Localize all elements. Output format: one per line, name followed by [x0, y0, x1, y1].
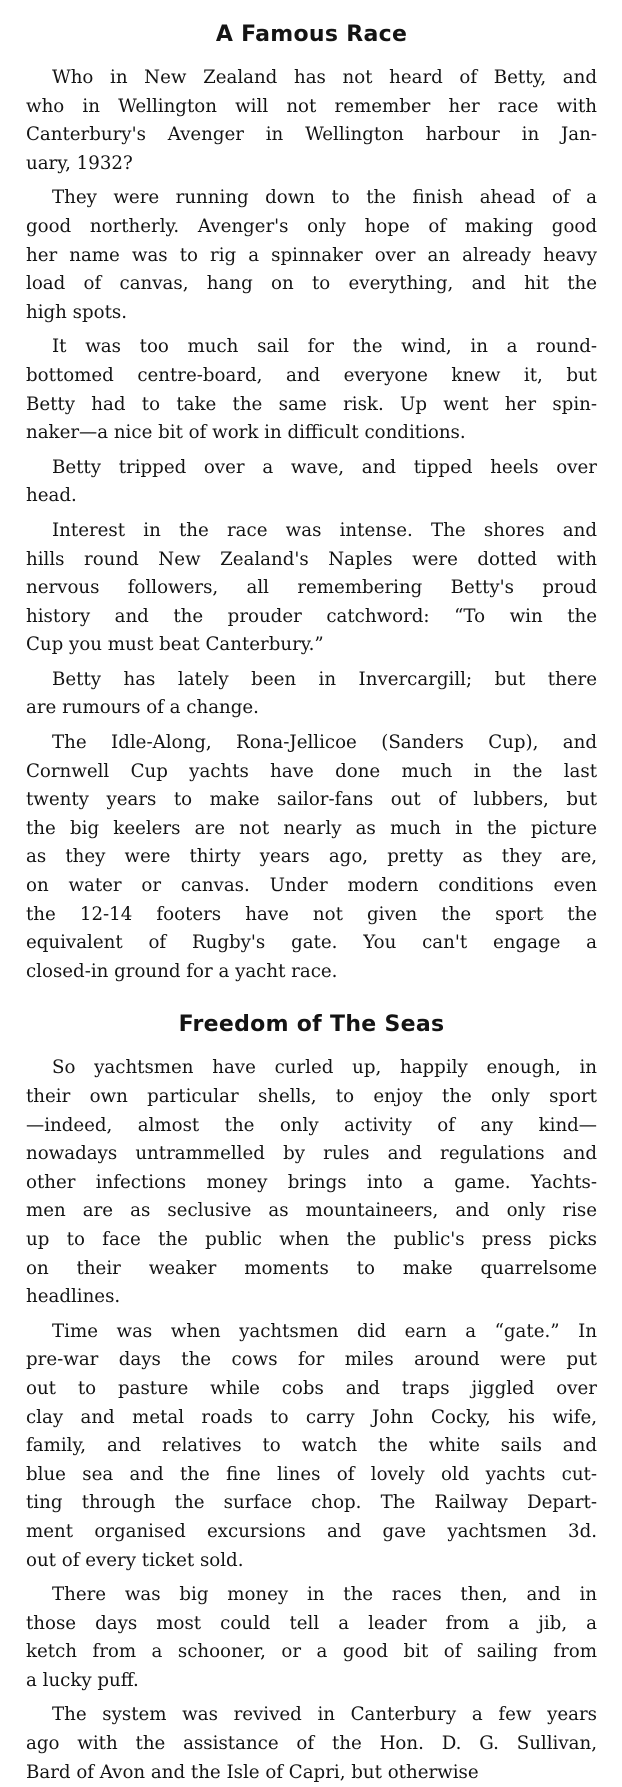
text-line: a lucky puff.: [26, 1669, 139, 1691]
text-line: are rumours of a change.: [26, 697, 259, 719]
text-line: nervous followers, all remembering Betty's proud: [26, 577, 597, 599]
text-line: So yachtsmen have curled up, happily enough, in: [52, 1057, 597, 1079]
text-line: Time was when yachtsmen did earn a “gate.” In: [52, 1320, 597, 1342]
paragraph: [26, 454, 597, 511]
text-line: on water or canvas. Under modern conditions even: [26, 875, 597, 897]
paragraph: [26, 1581, 597, 1695]
text-line: history and the prouder catchword: “To win the: [26, 605, 597, 627]
text-line: They were running down to the finish ahead of a: [52, 187, 597, 209]
text-line: ago with the assistance of the Hon. D. G. Sullivan,: [26, 1733, 597, 1755]
text-line: naker—a nice bit of work in difficult conditions.: [26, 422, 466, 444]
text-line: Canterbury's Avenger in Wellington harbour in Jan-: [26, 124, 597, 146]
text-line: Betty tripped over a wave, and tipped heels over: [52, 456, 597, 478]
text-line: the 12-14 footers have not given the sport the: [26, 903, 597, 925]
text-line: clay and metal roads to carry John Cocky, his wife,: [26, 1406, 597, 1428]
section-body-freedom-of-the-seas: [26, 1054, 597, 1787]
text-line: pre-war days the cows for miles around were put: [26, 1349, 597, 1371]
text-line: equivalent of Rugby's gate. You can't engage a: [26, 932, 597, 954]
text-line: Cornwell Cup yachts have done much in the last: [26, 760, 597, 782]
text-line: those days most could tell a leader from a jib, a: [26, 1612, 597, 1634]
text-line: their own particular shells, to enjoy the only sport: [26, 1086, 597, 1107]
paragraph: [26, 666, 597, 723]
text-line: who in Wellington will not remember her race with: [26, 95, 597, 117]
text-line: The system was revived in Canterbury a few years: [52, 1704, 597, 1726]
text-line: headlines.: [26, 1286, 121, 1308]
text-line: high spots.: [26, 301, 128, 323]
text-line: It was too much sail for the wind, in a round-: [52, 336, 597, 358]
paragraph: [26, 184, 597, 327]
text-line: good northerly. Avenger's only hope of making good: [26, 215, 597, 237]
text-line: hills round New Zealand's Naples were dotted with: [26, 548, 597, 570]
text-line: men are as seclusive as mountaineers, and only rise: [26, 1200, 597, 1222]
text-line: —indeed, almost the only activity of any kind—: [26, 1114, 597, 1136]
text-line: Betty had to take the same risk. Up went her spin-: [26, 393, 597, 415]
paragraph: [26, 64, 597, 178]
text-line: ting through the surface chop. The Railway Depart-: [26, 1492, 597, 1514]
text-line: her name was to rig a spinnaker over an already heavy: [26, 244, 597, 266]
text-line: Cup you must beat Canterbury.”: [26, 634, 324, 656]
section-heading-freedom-of-the-seas: Freedom of The Seas: [178, 1012, 445, 1038]
section-body-famous-race: [26, 64, 597, 986]
stray-mark: [508, 917, 544, 920]
text-line: the big keelers are not nearly as much in the picture: [26, 817, 597, 839]
text-line: closed-in ground for a yacht race.: [26, 960, 338, 982]
text-line: ment organised excursions and gave yachtsmen 3d.: [26, 1520, 597, 1542]
text-line: blue sea and the fine lines of lovely old yachts cut-: [26, 1463, 597, 1485]
text-line: Bard of Avon and the Isle of Capri, but otherwise: [26, 1761, 479, 1783]
paragraph: [26, 1701, 597, 1787]
text-line: uary, 1932?: [26, 152, 133, 174]
text-line: out to pasture while cobs and traps jiggled over: [26, 1377, 597, 1399]
paragraph: [26, 1054, 597, 1311]
text-line: out of every ticket sold.: [26, 1549, 244, 1571]
paragraph: [26, 517, 597, 660]
text-line: head.: [26, 485, 77, 507]
text-line: twenty years to make sailor-fans out of lubbers, but: [26, 789, 597, 811]
text-line: load of canvas, hang on to everything, and hit the: [26, 273, 597, 295]
text-line: on their weaker moments to make quarrelsome: [26, 1257, 597, 1279]
text-line: family, and relatives to watch the white sails and: [26, 1435, 597, 1457]
text-line: nowadays untrammelled by rules and regulations and: [26, 1143, 597, 1165]
text-line: Interest in the race was intense. The shores and: [52, 519, 597, 541]
text-line: other infections money brings into a game. Yachts-: [26, 1171, 597, 1193]
text-line: up to face the public when the public's press picks: [26, 1228, 597, 1250]
paragraph: [26, 1318, 597, 1575]
text-line: Betty has lately been in Invercargill; but there: [52, 668, 597, 690]
paragraph: [26, 729, 597, 986]
text-line: The Idle-Along, Rona-Jellicoe (Sanders Cup), and: [52, 732, 597, 754]
text-line: Who in New Zealand has not heard of Betty, and: [52, 67, 597, 88]
text-line: ketch from a schooner, or a good bit of sailing from: [26, 1641, 597, 1663]
section-heading-famous-race: A Famous Race: [215, 22, 408, 47]
text-line: as they were thirty years ago, pretty as they are,: [26, 846, 597, 868]
paragraph: [26, 333, 597, 447]
text-line: There was big money in the races then, and in: [52, 1584, 597, 1606]
text-line: bottomed centre-board, and everyone knew it, but: [26, 364, 597, 386]
